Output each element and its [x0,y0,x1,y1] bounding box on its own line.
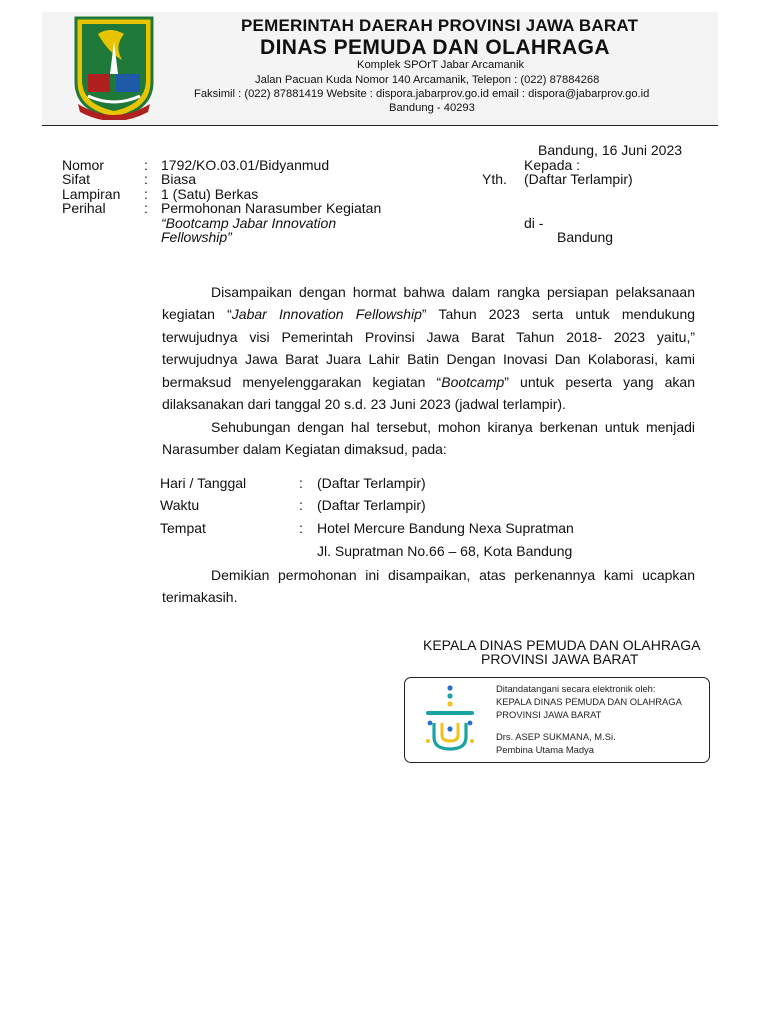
meta-sep: : [144,200,148,216]
meta-value-nomor: 1792/KO.03.01/Bidyanmud [161,157,330,173]
e-signature-name: Drs. ASEP SUKMANA, M.Si. [496,731,616,742]
meta-perihal-line3: Fellowship” [161,229,232,245]
closing-paragraph: Demikian permohonan ini disampaikan, atas perkenannya kami ucapkan terimakasih. [162,567,695,606]
schedule-sep: : [299,497,303,513]
letterhead-line5: Faksimil : (022) 87881419 Website : dispora.jabarprov.go.id email : dispora@jabarprov.go.id [194,88,650,100]
meta-label-perihal: Perihal [62,200,106,216]
signatory-title-2: PROVINSI JAWA BARAT [481,651,639,667]
e-signature-title-2: PROVINSI JAWA BARAT [496,709,602,720]
schedule-value-tempat: Hotel Mercure Bandung Nexa Supratman [317,520,574,536]
body-paragraph-2: Sehubungan dengan hal tersebut, mohon kiranya berkenan untuk menjadi Narasumber dalam Kegiatan dimaksud, pada: [162,419,695,458]
schedule-value-waktu: (Daftar Terlampir) [317,497,426,513]
schedule-label-waktu: Waktu [160,497,200,513]
recipient-name: (Daftar Terlampir) [524,171,633,187]
meta-sep: : [144,171,148,187]
e-signature-title-1: KEPALA DINAS PEMUDA DAN OLAHRAGA [496,696,682,707]
schedule-label-hari: Hari / Tanggal [160,475,247,491]
letterhead-line4: Jalan Pacuan Kuda Nomor 140 Arcamanik, Telepon : (022) 87884268 [255,74,600,86]
p1-text-c: ” Tahun 2023 serta untuk mendukung terwujudnya visi Pemerintah Provinsi Jawa Barat Tahun 2018- 2023 yaitu,” terwujudnya Jawa Barat Juara Lahir Batin Dengan Inovasi Dan Kolaborasi, kami bermaksud menyelenggarakan kegiatan “ [162,306,696,390]
meta-sep: : [144,186,148,202]
letterhead-line6: Bandung - 40293 [389,102,475,114]
e-signature-caption: Ditandatangani secara elektronik oleh: [496,683,656,694]
p1-program-name: Jabar Innovation Fellowship [231,306,422,323]
recipient-di: di - [524,215,544,231]
meta-label-sifat: Sifat [62,171,91,187]
meta-perihal-line2: “Bootcamp Jabar Innovation [161,215,337,231]
p1-text-e: ” untuk peserta yang akan dilaksanakan dari tanggal 20 s.d. 23 Juni 2023 (jadwal terlampir). [162,373,695,413]
e-signature-mark-icon [422,683,478,755]
p1-bootcamp: Bootcamp [441,373,505,390]
recipient-city: Bandung [557,229,614,245]
meta-label-nomor: Nomor [62,157,105,173]
meta-value-perihal: Permohonan Narasumber Kegiatan [161,200,382,216]
meta-label-lampiran: Lampiran [62,186,121,202]
e-signature-rank: Pembina Utama Madya [496,744,594,755]
p1-text-a: Disampaikan dengan hormat bahwa dalam rangka persiapan pelaksanaan kegiatan “ [162,284,695,323]
schedule-address: Jl. Supratman No.66 – 68, Kota Bandung [317,543,573,559]
letterhead-divider [42,125,718,126]
letterhead-line3: Komplek SPOrT Jabar Arcamanik [357,59,525,71]
schedule-sep: : [299,520,303,536]
body-paragraph-1 [162,281,695,415]
meta-sep: : [144,157,148,173]
letterhead-line2: DINAS PEMUDA DAN OLAHRAGA [260,36,610,59]
date-place: Bandung, 16 Juni 2023 [538,142,683,158]
schedule-value-hari: (Daftar Terlampir) [317,475,426,491]
schedule-sep: : [299,475,303,491]
recipient-yth: Yth. [482,171,507,187]
letterhead-line1: PEMERINTAH DAERAH PROVINSI JAWA BARAT [241,16,639,35]
meta-value-lampiran: 1 (Satu) Berkas [161,186,259,202]
schedule-label-tempat: Tempat [160,520,206,536]
meta-value-sifat: Biasa [161,171,197,187]
recipient-kepada: Kepada : [524,157,581,173]
jawa-barat-crest-icon [68,12,160,120]
signatory-title-1: KEPALA DINAS PEMUDA DAN OLAHRAGA [423,637,701,653]
